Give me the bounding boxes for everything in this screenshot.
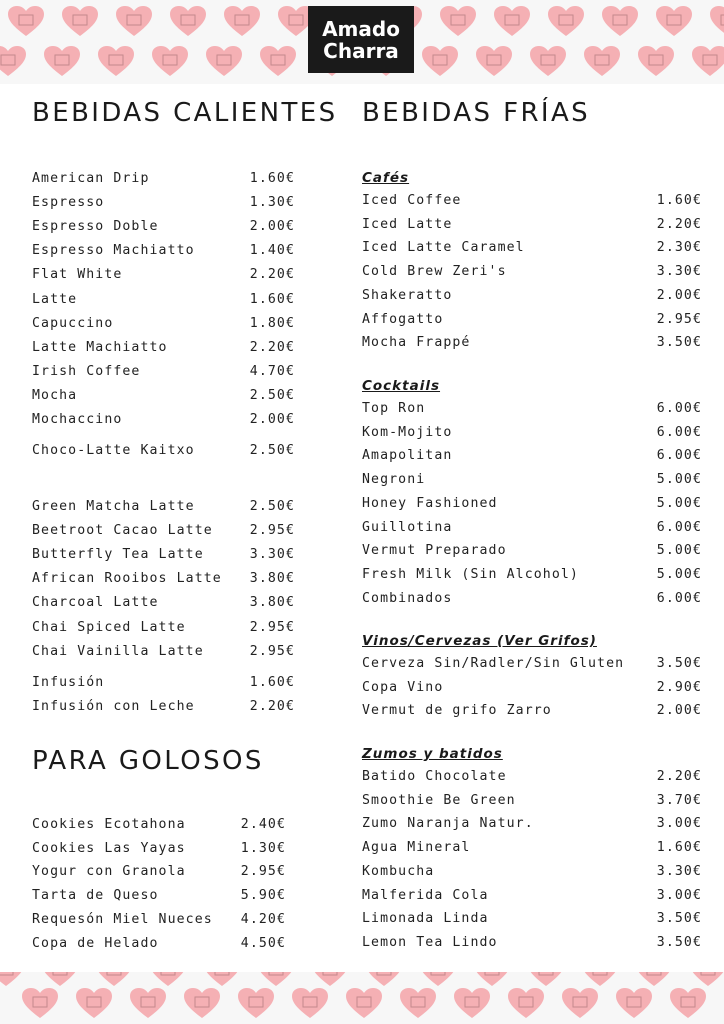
menu-item-price: 5.00€	[656, 566, 702, 582]
menu-item	[362, 335, 702, 353]
menu-item	[32, 841, 286, 859]
heart-pattern-icon	[6, 4, 46, 38]
menu-item-price: 2.90€	[656, 679, 702, 695]
menu-item-name: Iced Latte Caramel	[362, 240, 525, 256]
menu-item-price: 4.20€	[240, 911, 286, 927]
menu-item-name: Amapolitan	[362, 448, 453, 464]
menu-item	[362, 911, 702, 929]
menu-item	[362, 703, 702, 721]
menu-item-name: African Rooibos Latte	[32, 571, 222, 587]
menu-item	[32, 499, 295, 517]
heart-pattern-icon	[168, 4, 208, 38]
menu-item-name: Mochaccino	[32, 412, 123, 427]
menu-item-name: Limonada Linda	[362, 911, 489, 927]
menu-item	[362, 425, 702, 443]
heart-pattern-icon	[420, 44, 460, 78]
menu-item-price: 6.00€	[656, 448, 702, 464]
heart-pattern-icon	[668, 986, 708, 1020]
menu-item-name: Negroni	[362, 472, 426, 488]
menu-item-price: 2.95€	[249, 523, 295, 539]
brand-line-1: Amado	[322, 16, 400, 41]
menu-item-price: 2.20€	[249, 267, 295, 283]
menu-item-price: 2.50€	[249, 443, 295, 458]
menu-item-name: Cerveza Sin/Radler/Sin Gluten	[362, 656, 625, 671]
menu-item	[362, 312, 702, 330]
menu-item	[362, 520, 702, 538]
brand-line-2: Charra	[323, 38, 399, 63]
menu-item-price: 2.20€	[249, 699, 295, 715]
menu-item-price: 2.00€	[656, 287, 702, 303]
menu-item	[32, 675, 295, 693]
menu-item	[362, 288, 702, 306]
menu-item-name: Flat White	[32, 267, 123, 283]
menu-item	[32, 267, 295, 285]
menu-item	[32, 243, 295, 261]
menu-item-price: 3.50€	[656, 335, 702, 351]
menu-item-name: American Drip	[32, 171, 150, 186]
menu-item	[362, 816, 702, 834]
menu-item	[32, 864, 286, 882]
menu-item-name: Combinados	[362, 590, 453, 606]
menu-item	[362, 472, 702, 490]
decorative-heart-band-bottom	[0, 972, 724, 1024]
menu-item-price: 1.40€	[249, 243, 295, 259]
menu-item	[362, 935, 702, 953]
menu-item-name: Mocha	[32, 387, 78, 403]
menu-item	[362, 448, 702, 466]
menu-item-name: Kombucha	[362, 863, 435, 879]
menu-item-price: 2.95€	[249, 643, 295, 659]
menu-item-name: Lemon Tea Lindo	[362, 934, 498, 950]
menu-item-name: Latte Machiatto	[32, 339, 168, 355]
menu-item-name: Charcoal Latte	[32, 595, 159, 611]
menu-subheading: Cocktails	[362, 378, 441, 394]
menu-item-name: Iced Coffee	[362, 193, 462, 208]
menu-item-price: 2.20€	[656, 216, 702, 232]
menu-item	[362, 496, 702, 514]
menu-item-price: 1.60€	[249, 291, 295, 307]
menu-item-name: Irish Coffee	[32, 363, 141, 379]
menu-item-price: 1.30€	[240, 840, 286, 856]
menu-item	[362, 193, 702, 211]
menu-item-price: 3.30€	[249, 547, 295, 563]
menu-item	[32, 364, 295, 382]
menu-item-name: Shakeratto	[362, 287, 453, 303]
menu-subheading: Cafés	[362, 170, 410, 186]
menu-item-name: Beetroot Cacao Latte	[32, 523, 213, 539]
menu-item	[362, 401, 702, 419]
menu-item-name: Chai Vainilla Latte	[32, 643, 204, 659]
menu-item	[32, 571, 295, 589]
menu-item-price: 4.50€	[240, 935, 286, 951]
menu-item-name: Fresh Milk (Sin Alcohol)	[362, 566, 579, 582]
menu-subheading: Zumos y batidos	[362, 746, 503, 762]
menu-item	[362, 567, 702, 585]
menu-item	[32, 171, 295, 189]
menu-item-name: Honey Fashioned	[362, 495, 498, 511]
menu-item-name: Infusión con Leche	[32, 699, 195, 715]
menu-item	[362, 240, 702, 258]
heart-pattern-icon	[452, 986, 492, 1020]
menu-item-price: 3.30€	[656, 863, 702, 879]
menu-item-price: 5.90€	[240, 888, 286, 904]
menu-item-name: Capuccino	[32, 315, 114, 331]
menu-item-price: 3.50€	[656, 911, 702, 927]
menu-item-price: 1.30€	[249, 195, 295, 211]
menu-item-price: 6.00€	[656, 401, 702, 416]
menu-item	[362, 656, 702, 674]
heart-pattern-icon	[0, 44, 28, 78]
heart-pattern-icon	[600, 4, 640, 38]
menu-item-name: Iced Latte	[362, 216, 453, 232]
heart-pattern-icon	[222, 4, 262, 38]
heart-pattern-icon	[614, 986, 654, 1020]
menu-item-price: 2.20€	[656, 769, 702, 784]
menu-item-name: Vermut Preparado	[362, 543, 507, 559]
menu-subheading: Vinos/Cervezas (Ver Grifos)	[362, 633, 597, 649]
heart-pattern-icon	[636, 44, 676, 78]
menu-item	[32, 523, 295, 541]
brand-logo	[308, 6, 414, 73]
heart-pattern-icon	[204, 44, 244, 78]
menu-item-name: Batido Chocolate	[362, 769, 507, 784]
menu-item-price: 3.80€	[249, 595, 295, 611]
hot-drinks-title: BEBIDAS CALIENTES	[32, 98, 338, 128]
menu-item	[362, 591, 702, 609]
menu-item	[362, 769, 702, 787]
cold-drinks-title: BEBIDAS FRÍAS	[362, 98, 591, 128]
menu-item-price: 3.30€	[656, 264, 702, 280]
heart-pattern-icon	[654, 4, 694, 38]
heart-pattern-icon	[258, 44, 298, 78]
menu-item-price: 3.00€	[656, 887, 702, 903]
menu-item	[32, 888, 286, 906]
menu-item-price: 6.00€	[656, 519, 702, 535]
menu-item	[32, 219, 295, 237]
menu-item-name: Latte	[32, 291, 78, 307]
menu-item-price: 3.70€	[656, 792, 702, 808]
heart-pattern-icon	[582, 44, 622, 78]
heart-pattern-icon	[60, 4, 100, 38]
menu-item	[32, 388, 295, 406]
menu-item-price: 1.60€	[656, 193, 702, 208]
menu-item-price: 2.00€	[656, 703, 702, 719]
heart-pattern-icon	[398, 986, 438, 1020]
menu-item-price: 3.50€	[656, 934, 702, 950]
menu-item-price: 5.00€	[656, 495, 702, 511]
menu-item-price: 6.00€	[656, 424, 702, 440]
menu-item-name: Infusión	[32, 675, 105, 690]
heart-pattern-icon	[182, 986, 222, 1020]
menu-item	[362, 864, 702, 882]
menu-item	[362, 888, 702, 906]
menu-item-name: Agua Mineral	[362, 840, 471, 856]
menu-item	[32, 412, 295, 430]
menu-item-name: Affogatto	[362, 311, 444, 327]
menu-item-name: Tarta de Queso	[32, 888, 159, 904]
heart-pattern-icon	[492, 4, 532, 38]
heart-pattern-icon	[42, 44, 82, 78]
menu-item	[32, 547, 295, 565]
menu-item-name: Butterfly Tea Latte	[32, 547, 204, 563]
menu-item-name: Kom-Mojito	[362, 424, 453, 440]
menu-item	[362, 264, 702, 282]
menu-item-price: 3.00€	[656, 816, 702, 832]
menu-item-price: 2.20€	[249, 339, 295, 355]
menu-item-price: 1.60€	[249, 171, 295, 186]
menu-item-price: 2.95€	[249, 619, 295, 635]
menu-item	[362, 680, 702, 698]
heart-pattern-icon	[344, 986, 384, 1020]
heart-pattern-icon	[74, 986, 114, 1020]
menu-item-name: Yogur con Granola	[32, 864, 186, 880]
heart-pattern-icon	[528, 44, 568, 78]
menu-item-name: Chai Spiced Latte	[32, 619, 186, 635]
menu-item-price: 2.30€	[656, 240, 702, 256]
menu-item	[32, 292, 295, 310]
menu-item	[32, 912, 286, 930]
heart-pattern-icon	[546, 4, 586, 38]
heart-pattern-icon	[20, 986, 60, 1020]
heart-pattern-icon	[708, 4, 724, 38]
menu-item-name: Mocha Frappé	[362, 335, 471, 351]
menu-item	[32, 195, 295, 213]
menu-item-name: Green Matcha Latte	[32, 499, 195, 514]
menu-item-price: 2.95€	[240, 864, 286, 880]
menu-item-name: Copa Vino	[362, 679, 444, 695]
menu-item-name: Smoothie Be Green	[362, 792, 516, 808]
menu-item	[32, 644, 295, 662]
heart-pattern-icon	[474, 44, 514, 78]
menu-item	[32, 620, 295, 638]
menu-item-name: Espresso	[32, 195, 105, 211]
heart-pattern-icon	[506, 986, 546, 1020]
menu-item-name: Top Ron	[362, 401, 426, 416]
menu-item	[32, 699, 295, 717]
menu-item	[32, 316, 295, 334]
menu-item-name: Guillotina	[362, 519, 453, 535]
menu-item-price: 2.95€	[656, 311, 702, 327]
menu-item-price: 4.70€	[249, 363, 295, 379]
menu-item-name: Cold Brew Zeri's	[362, 264, 507, 280]
sweets-title: PARA GOLOSOS	[32, 746, 264, 776]
menu-item-name: Copa de Helado	[32, 935, 159, 951]
menu-item	[32, 443, 295, 461]
menu-item-name: Espresso Doble	[32, 219, 159, 235]
heart-pattern-icon	[150, 44, 190, 78]
menu-item-name: Espresso Machiatto	[32, 243, 195, 259]
menu-item	[362, 840, 702, 858]
menu-item-price: 2.50€	[249, 387, 295, 403]
menu-item	[362, 543, 702, 561]
menu-item	[32, 817, 286, 835]
menu-item-name: Requesón Miel Nueces	[32, 911, 213, 927]
menu-item-price: 2.00€	[249, 412, 295, 427]
heart-pattern-icon	[236, 986, 276, 1020]
menu-item-name: Malferida Cola	[362, 887, 489, 903]
menu-item	[32, 595, 295, 613]
menu-item-price: 1.60€	[656, 840, 702, 856]
menu-item	[362, 793, 702, 811]
menu-item	[32, 936, 286, 954]
menu-item-price: 2.40€	[240, 817, 286, 832]
menu-item	[32, 340, 295, 358]
menu-item-name: Cookies Las Yayas	[32, 840, 186, 856]
menu-item-name: Cookies Ecotahona	[32, 817, 186, 832]
heart-pattern-icon	[290, 986, 330, 1020]
menu-item-price: 1.80€	[249, 315, 295, 331]
menu-item-price: 5.00€	[656, 472, 702, 488]
menu-item-name: Zumo Naranja Natur.	[362, 816, 534, 832]
heart-pattern-icon	[690, 44, 724, 78]
heart-pattern-icon	[114, 4, 154, 38]
menu-item-price: 3.80€	[249, 571, 295, 587]
menu-item	[362, 217, 702, 235]
menu-item-name: Vermut de grifo Zarro	[362, 703, 552, 719]
heart-pattern-icon	[128, 986, 168, 1020]
menu-item-price: 2.50€	[249, 499, 295, 514]
menu-item-price: 6.00€	[656, 590, 702, 606]
heart-pattern-icon	[560, 986, 600, 1020]
menu-item-price: 2.00€	[249, 219, 295, 235]
menu-item-price: 3.50€	[656, 656, 702, 671]
heart-pattern-icon	[438, 4, 478, 38]
menu-item-price: 1.60€	[249, 675, 295, 690]
menu-item-price: 5.00€	[656, 543, 702, 559]
heart-pattern-icon	[96, 44, 136, 78]
menu-item-name: Choco-Latte Kaitxo	[32, 443, 195, 458]
